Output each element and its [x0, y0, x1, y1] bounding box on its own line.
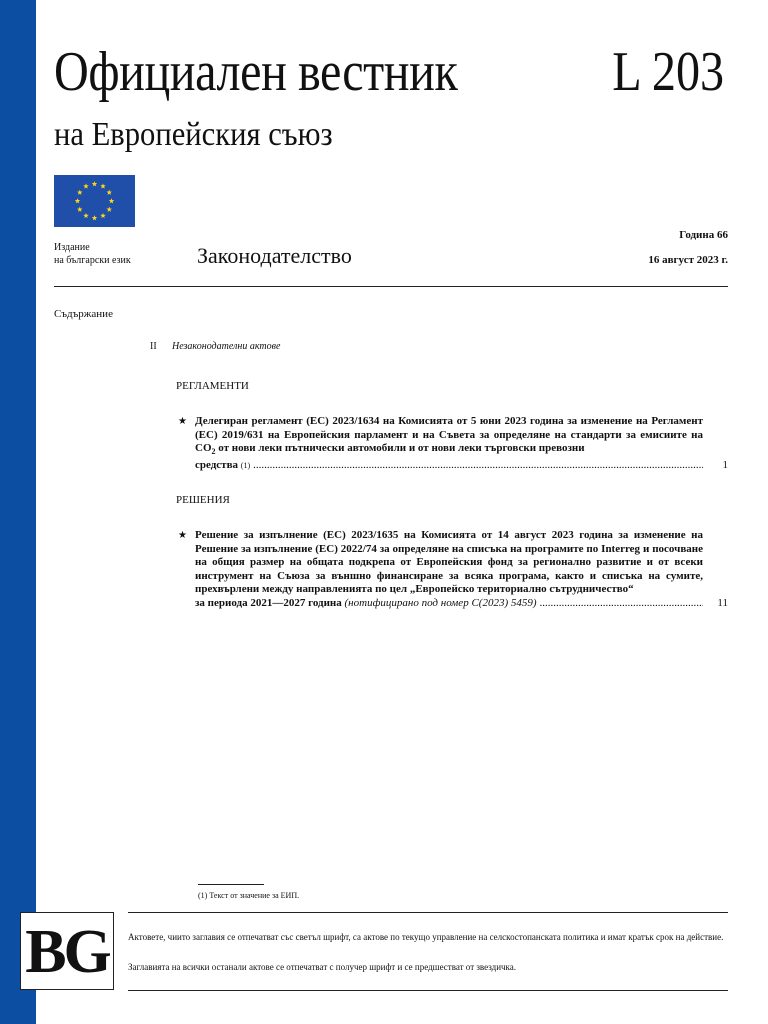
entry-text: Решение за изпълнение (ЕС) 2023/1635 на Комисията от 14 август 2023 година за изменение на Решение за изпълнение (ЕС) 2022/74 за определяне на списъка на програмите по Interreg и посочване на общия размер на общата подкрепа от Европейския фонд за регионално развитие и от всеки инструмент на Съюза за външно финансиране за всяка програма, както и списъка на сумите, прехвърлени между направленията по цел „Европейско териториално сътрудничество“ — [195, 529, 703, 596]
left-color-bar — [0, 0, 36, 1024]
star-icon: ★ — [178, 530, 187, 541]
issue-date: 16 август 2023 г. — [648, 254, 728, 266]
journal-number: L 203 — [612, 41, 724, 103]
entry-text: Делегиран регламент (ЕС) 2023/1634 на Комисията от 5 юни 2023 година за изменение на Регламент (ЕС) 2019/631 на Европейския парламент и на Съвета за определяне на стандарти за емисиите на CO — [195, 415, 703, 455]
toc-entry-title — [195, 529, 703, 611]
footer-notice-light: Актовете, чиито заглавия се отпечатват със светъл шрифт, са актове по текущо управление на селскостопанската политика и имат кратък срок на действие. — [128, 932, 724, 942]
entry-last-line — [195, 459, 703, 473]
page-number: 1 — [722, 458, 728, 471]
part-roman: II — [150, 341, 157, 352]
footer-divider-bottom — [128, 990, 728, 991]
star-icon: ★ — [178, 416, 187, 427]
dot-leader — [540, 597, 703, 611]
header-divider — [54, 286, 728, 287]
eu-flag-icon — [54, 175, 135, 227]
toc-entry-title — [195, 415, 703, 473]
entry-subscript: 2 — [211, 447, 216, 457]
footer-notice-bold: Заглавията на всички останали актове се отпечатват с получер шрифт и се предшестват от звездичка. — [128, 962, 517, 972]
page-number: 11 — [717, 596, 728, 609]
footnote: (1) Текст от значение за ЕИП. — [198, 891, 300, 900]
section-heading-regulations: РЕГЛАМЕНТИ — [176, 380, 249, 392]
edition-line: Издание — [54, 242, 90, 253]
entry-last-line — [195, 597, 703, 611]
dot-leader — [253, 459, 703, 473]
section-heading-decisions: РЕШЕНИЯ — [176, 494, 230, 506]
journal-subtitle: на Европейския съюз — [54, 116, 333, 153]
language-code-badge: BG — [20, 912, 114, 990]
contents-label: Съдържание — [54, 308, 113, 320]
entry-text-last: за периода 2021—2027 година — [195, 596, 342, 609]
toc-entry-decision[interactable] — [178, 529, 728, 611]
footnote-divider — [198, 884, 264, 885]
section-title: Законодателство — [197, 243, 352, 268]
footer-divider-top — [128, 912, 728, 913]
notification-note: (нотифицирано под номер C(2023) 5459) — [344, 596, 537, 609]
entry-text-cont: от нови леки пътнически автомобили и от нови леки търговски превозни — [215, 442, 585, 455]
part-title: Незаконодателни актове — [172, 341, 281, 352]
edition-label — [54, 241, 131, 267]
edition-line: на български език — [54, 255, 131, 266]
entry-text-last: средства — [195, 458, 239, 471]
footnote-reference: (1) — [240, 460, 251, 470]
journal-title: Официален вестник — [54, 41, 458, 103]
year-label: Година 66 — [679, 229, 728, 241]
part-heading — [150, 341, 280, 352]
toc-entry-regulation[interactable] — [178, 415, 728, 473]
